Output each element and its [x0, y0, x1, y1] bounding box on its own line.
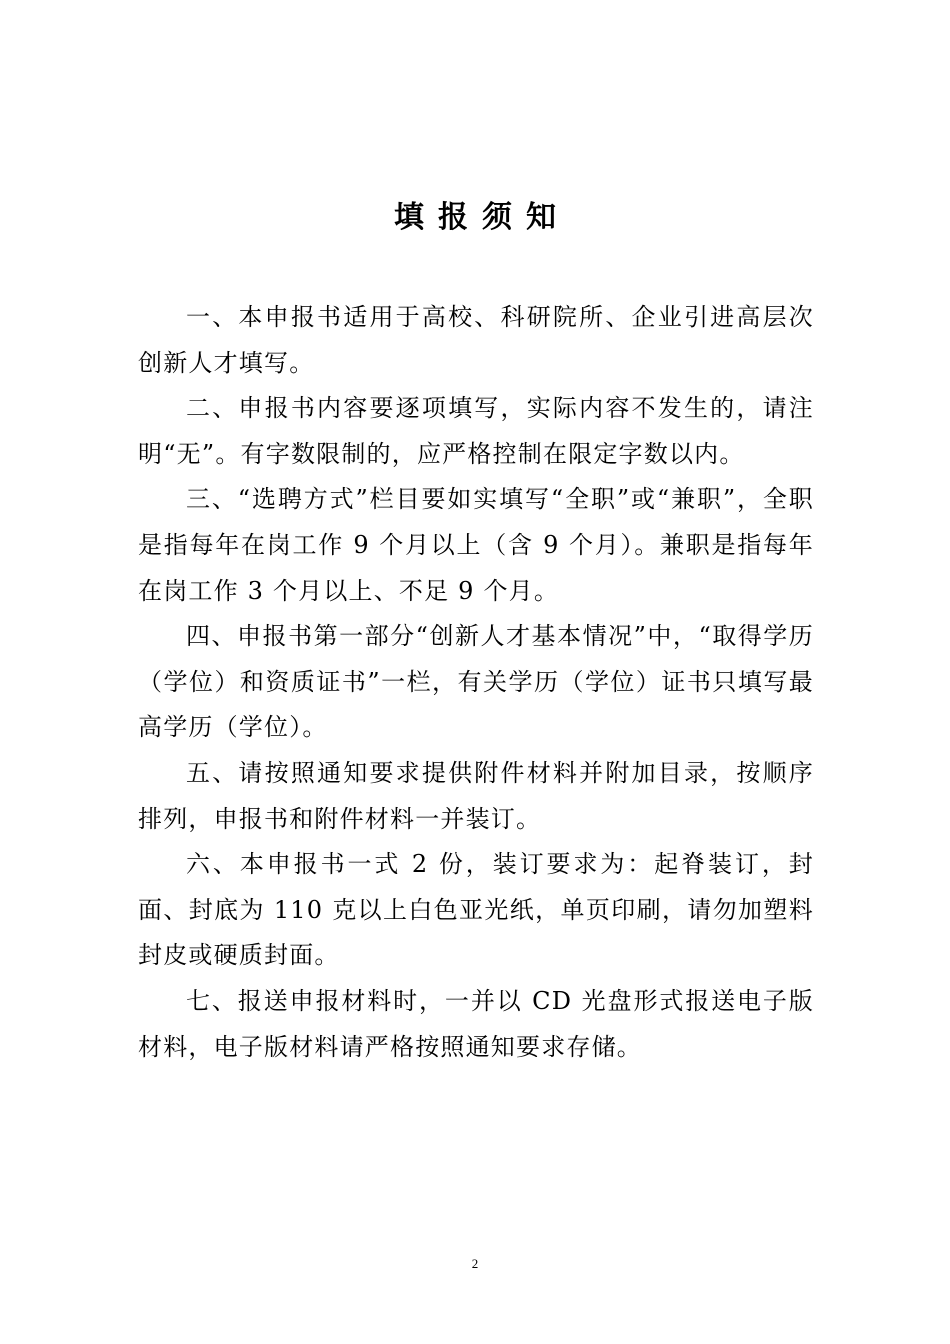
instruction-item-7: 七、报送申报材料时，一并以 CD 光盘形式报送电子版材料，电子版材料请严格按照通知要求存储。	[138, 986, 814, 1061]
instruction-item-5: 五、请按照通知要求提供附件材料并附加目录，按顺序排列，申报书和附件材料一并装订。	[138, 758, 814, 833]
page-title: 填报须知	[394, 200, 570, 235]
page-number: 2	[471, 1256, 479, 1271]
instruction-item-3: 三、“选聘方式”栏目要如实填写“全职”或“兼职”，全职是指每年在岗工作 9 个月以上（含 9 个月）。兼职是指每年在岗工作 3 个月以上、不足 9 个月。	[138, 485, 814, 605]
instructions-body	[138, 295, 814, 1070]
instruction-item-6: 六、本申报书一式 2 份，装订要求为：起脊装订，封面、封底为 110 克以上白色亚光纸，单页印刷，请勿加塑料封皮或硬质封面。	[138, 850, 814, 970]
instruction-item-1: 一、本申报书适用于高校、科研院所、企业引进高层次创新人才填写。	[138, 303, 814, 377]
instruction-item-4: 四、申报书第一部分“创新人才基本情况”中，“取得学历（学位）和资质证书”一栏，有关学历（学位）证书只填写最高学历（学位）。	[138, 622, 814, 742]
instruction-item-2: 二、申报书内容要逐项填写，实际内容不发生的，请注明“无”。有字数限制的，应严格控制在限定字数以内。	[138, 394, 814, 468]
